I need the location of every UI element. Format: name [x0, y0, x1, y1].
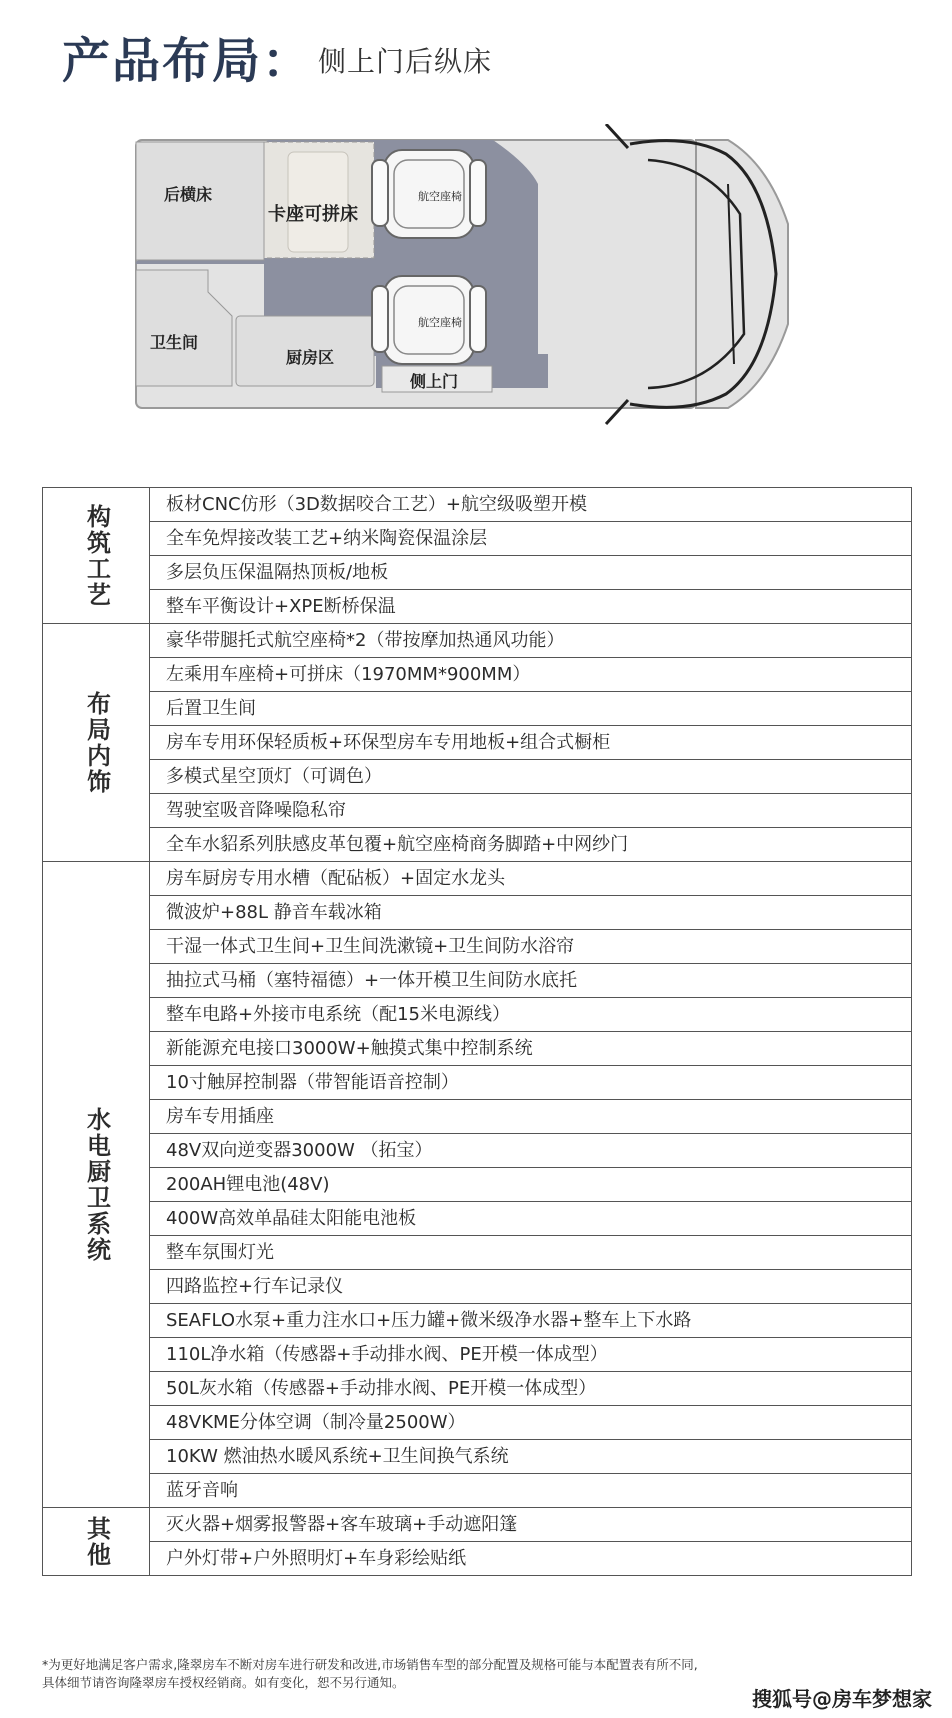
bathroom-label: 卫生间 — [150, 333, 199, 352]
spec-item: 干湿一体式卫生间+卫生间洗漱镜+卫生间防水浴帘 — [150, 930, 912, 964]
table-row — [43, 760, 912, 794]
floor-plan-drawing — [128, 124, 828, 444]
footnote-line-1: *为更好地满足客户需求,隆翠房车不断对房车进行研发和改进,市场销售车型的部分配置及规格可能与本配置表有所不同, — [42, 1657, 698, 1672]
table-row — [43, 1270, 912, 1304]
table-row — [43, 1474, 912, 1508]
spec-item: 全车免焊接改装工艺+纳米陶瓷保温涂层 — [150, 522, 912, 556]
spec-item: 全车水貂系列肤感皮革包覆+航空座椅商务脚踏+中网纱门 — [150, 828, 912, 862]
page-title: 产品布局： — [62, 33, 313, 89]
spec-item: 豪华带腿托式航空座椅*2（带按摩加热通风功能） — [150, 624, 912, 658]
table-row — [43, 1202, 912, 1236]
category-cell: 构筑工艺 — [43, 488, 150, 624]
table-row — [43, 488, 912, 522]
rear-bed-label: 后横床 — [164, 185, 213, 204]
spec-item: 后置卫生间 — [150, 692, 912, 726]
table-row — [43, 1372, 912, 1406]
spec-item: 48VKME分体空调（制冷量2500W） — [150, 1406, 912, 1440]
table-row — [43, 556, 912, 590]
spec-item: 整车平衡设计+XPE断桥保温 — [150, 590, 912, 624]
spec-item: 蓝牙音响 — [150, 1474, 912, 1508]
table-row — [43, 828, 912, 862]
table-row — [43, 1338, 912, 1372]
page-subtitle: 侧上门后纵床 — [318, 45, 493, 78]
table-row — [43, 1236, 912, 1270]
spec-item: 新能源充电接口3000W+触摸式集中控制系统 — [150, 1032, 912, 1066]
spec-item: 200AH锂电池(48V) — [150, 1168, 912, 1202]
spec-item: 50L灰水箱（传感器+手动排水阀、PE开模一体成型） — [150, 1372, 912, 1406]
category-cell: 其他 — [43, 1508, 150, 1576]
table-row — [43, 964, 912, 998]
spec-item: 驾驶室吸音降噪隐私帘 — [150, 794, 912, 828]
spec-item: 抽拉式马桶（塞特福德）+一体开模卫生间防水底托 — [150, 964, 912, 998]
footnote-line-2: 具体细节请咨询隆翠房车授权经销商。如有变化，恕不另行通知。 — [42, 1675, 405, 1690]
table-row — [43, 1508, 912, 1542]
table-row — [43, 1304, 912, 1338]
spec-item: 48V双向逆变器3000W （拓宝） — [150, 1134, 912, 1168]
kitchen-label: 厨房区 — [286, 348, 335, 367]
spec-item: 户外灯带+户外照明灯+车身彩绘贴纸 — [150, 1542, 912, 1576]
spec-item: 多模式星空顶灯（可调色） — [150, 760, 912, 794]
spec-item: 灭火器+烟雾报警器+客车玻璃+手动遮阳篷 — [150, 1508, 912, 1542]
table-row — [43, 794, 912, 828]
captain-seat-top-label: 航空座椅 — [418, 190, 462, 203]
spec-item: 多层负压保温隔热顶板/地板 — [150, 556, 912, 590]
table-row — [43, 1168, 912, 1202]
category-cell: 水电厨卫系统 — [43, 862, 150, 1508]
watermark: 搜狐号@房车梦想家 — [752, 1687, 932, 1711]
captain-seat-bottom-label: 航空座椅 — [418, 316, 462, 329]
spec-item: 400W高效单晶硅太阳能电池板 — [150, 1202, 912, 1236]
spec-item: 110L净水箱（传感器+手动排水阀、PE开模一体成型） — [150, 1338, 912, 1372]
table-row — [43, 658, 912, 692]
spec-item: 整车氛围灯光 — [150, 1236, 912, 1270]
spec-item: 房车厨房专用水槽（配砧板）+固定水龙头 — [150, 862, 912, 896]
spec-item: 房车专用环保轻质板+环保型房车专用地板+组合式橱柜 — [150, 726, 912, 760]
side-door-label: 侧上门 — [410, 372, 459, 391]
floor-plan — [128, 124, 828, 444]
spec-item: 10KW 燃油热水暖风系统+卫生间换气系统 — [150, 1440, 912, 1474]
table-row — [43, 522, 912, 556]
table-row — [43, 998, 912, 1032]
table-row — [43, 590, 912, 624]
footnote — [42, 1656, 862, 1692]
table-row — [43, 862, 912, 896]
table-row — [43, 1032, 912, 1066]
spec-item: 10寸触屏控制器（带智能语音控制） — [150, 1066, 912, 1100]
spec-item: 微波炉+88L 静音车载冰箱 — [150, 896, 912, 930]
table-row — [43, 1100, 912, 1134]
booth-bed-label: 卡座可拼床 — [268, 204, 358, 225]
table-row — [43, 1542, 912, 1576]
spec-item: SEAFLO水泵+重力注水口+压力罐+微米级净水器+整车上下水路 — [150, 1304, 912, 1338]
spec-item: 板材CNC仿形（3D数据咬合工艺）+航空级吸塑开模 — [150, 488, 912, 522]
category-cell: 布局内饰 — [43, 624, 150, 862]
table-row — [43, 726, 912, 760]
table-row — [43, 1406, 912, 1440]
spec-item: 左乘用车座椅+可拼床（1970MM*900MM） — [150, 658, 912, 692]
table-row — [43, 1440, 912, 1474]
table-row — [43, 1066, 912, 1100]
spec-table — [42, 487, 912, 1576]
table-row — [43, 896, 912, 930]
spec-item: 房车专用插座 — [150, 1100, 912, 1134]
spec-item: 整车电路+外接市电系统（配15米电源线） — [150, 998, 912, 1032]
table-row — [43, 930, 912, 964]
table-row — [43, 692, 912, 726]
table-row — [43, 1134, 912, 1168]
spec-item: 四路监控+行车记录仪 — [150, 1270, 912, 1304]
table-row — [43, 624, 912, 658]
